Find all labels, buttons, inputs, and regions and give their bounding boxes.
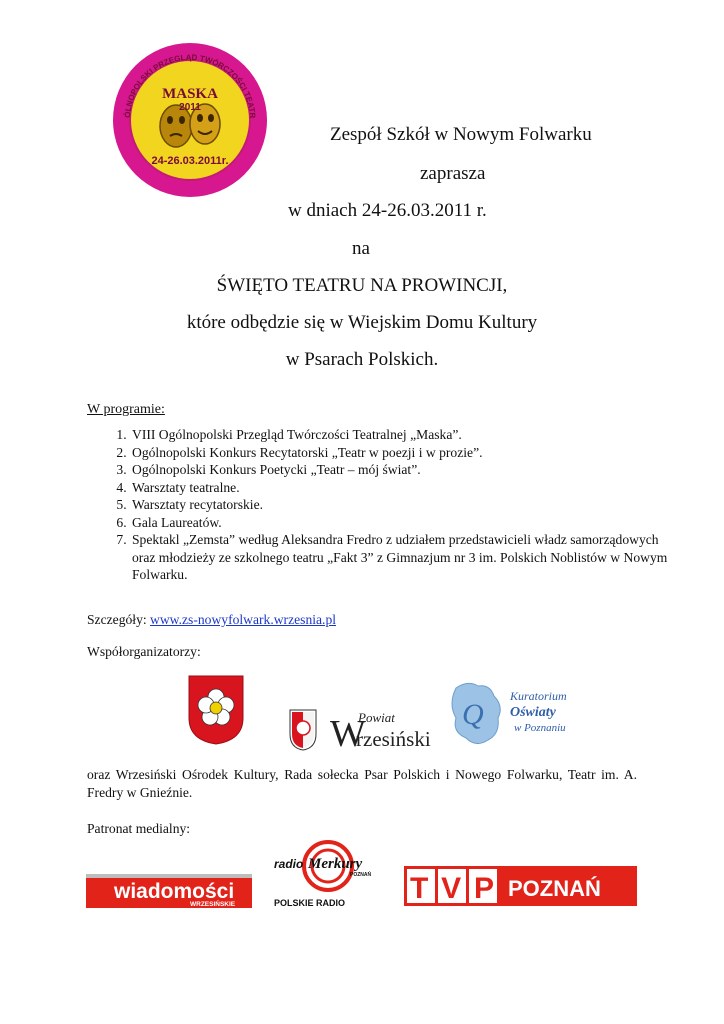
- wiadomosci-wrzesinskie-logo: [86, 874, 252, 908]
- coorganizers-title: Współorganizatorzy:: [87, 644, 201, 659]
- details-label: Szczegóły:: [87, 612, 147, 627]
- program-item: 7. Spektakl „Zemsta” według Aleksandra Fredro z udziałem przedstawicieli władz samorządowych oraz młodzieży ze szkolnego teatru „Fakt 3” z Gimnazjum nr 3 im. Polskich Noblistów w Nowym Folwarku.: [130, 531, 670, 584]
- details-url-link[interactable]: www.zs-nowyfolwark.wrzesnia.pl: [150, 612, 337, 627]
- emblem-arc-text: ÓLNOPOLSKI PRZEGLĄD TWÓRCZOŚCI TEATR: [122, 52, 258, 119]
- powiat-small-text: Powiat: [358, 710, 395, 725]
- wrzesnia-coat-of-arms: [187, 674, 245, 746]
- program-item: 5. Warsztaty recytatorskie.: [130, 496, 670, 514]
- powiat-wrzesinski-logo: [288, 706, 446, 752]
- maska-festival-logo: [112, 42, 268, 198]
- header-line-invites: zaprasza: [420, 163, 486, 184]
- header-line-dates: w dniach 24-26.03.2011 r.: [288, 200, 487, 221]
- svg-text:rzesiński: rzesiński: [356, 727, 431, 751]
- program-item: 1. VIII Ogólnopolski Przegląd Twórczości Teatralnej „Maska”.: [130, 426, 670, 444]
- svg-text:W: W: [330, 713, 366, 752]
- radio-city-text: POZNAŃ: [350, 872, 372, 878]
- emblem-dates: 24-26.03.2011r.: [151, 155, 229, 167]
- kuratorium-line-3: w Poznaniu: [514, 722, 566, 734]
- header-line-school: Zespół Szkół w Nowym Folwarku: [330, 124, 592, 145]
- details-line: [87, 611, 336, 629]
- tvp-city-text: POZNAŃ: [508, 876, 601, 901]
- radio-small-text: radio: [274, 857, 304, 871]
- header-line-na: na: [352, 238, 370, 259]
- program-item: 3. Ogólnopolski Konkurs Poetycki „Teatr – mój świat”.: [130, 461, 670, 479]
- emblem-year: 2011: [179, 102, 201, 113]
- media-title: Patronat medialny:: [87, 821, 191, 836]
- coorganizers-others: oraz Wrzesiński Ośrodek Kultury, Rada sołecka Psar Polskich i Nowego Folwarku, Teatr im. A. Fredry w Gnieźnie.: [87, 767, 637, 800]
- emblem-brand: MASKA: [162, 86, 218, 102]
- radio-big-text: Merkury: [308, 856, 363, 872]
- radio-merkury-logo: [270, 836, 378, 910]
- wiadomosci-text: wiadomości: [114, 880, 235, 903]
- program-item: 4. Warsztaty teatralne.: [130, 479, 670, 497]
- kuratorium-oswiaty-logo: [448, 678, 588, 748]
- kuratorium-line-1: Kuratorium: [510, 689, 567, 703]
- svg-text:Q: Q: [462, 698, 484, 731]
- program-title: W programie:: [87, 402, 165, 417]
- tvp-text: TVP: [410, 872, 494, 905]
- radio-footer-text: POLSKIE RADIO: [274, 898, 346, 908]
- wiadomosci-sub-text: WRZESIŃSKIE: [190, 901, 236, 908]
- program-list: [108, 426, 670, 584]
- event-title: ŚWIĘTO TEATRU NA PROWINCJI,: [216, 275, 508, 296]
- kuratorium-line-2: Oświaty: [510, 705, 556, 720]
- program-item: 6. Gala Laureatów.: [130, 514, 670, 532]
- event-place-line: w Psarach Polskich.: [285, 349, 439, 370]
- tvp-poznan-logo: [404, 866, 637, 906]
- program-item: 2. Ogólnopolski Konkurs Recytatorski „Teatr w poezji i w prozie”.: [130, 444, 670, 462]
- event-venue-line: które odbędzie się w Wiejskim Domu Kultury: [186, 312, 538, 333]
